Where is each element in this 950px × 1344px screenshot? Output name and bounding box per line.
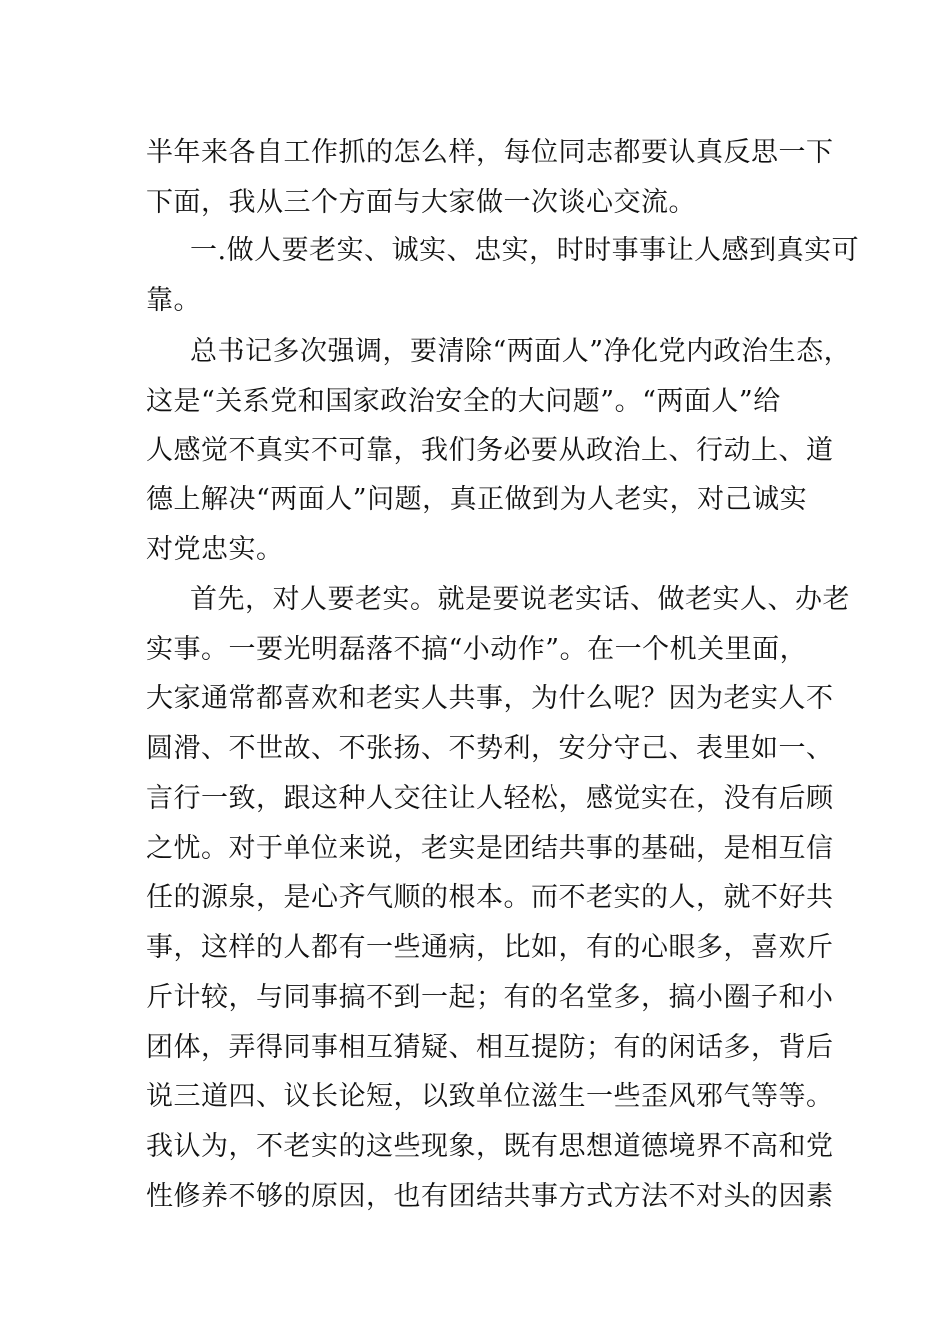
text-line: 德上解决“两面人”问题，真正做到为人老实，对己诚实: [146, 484, 808, 515]
text-line: 对党忠实。: [146, 534, 284, 565]
section-heading-continued: 靠。: [146, 285, 201, 316]
text-line: 总书记多次强调，要清除“两面人”净化党内政治生态，: [190, 336, 852, 367]
text-line: 大家通常都喜欢和老实人共事，为什么呢？因为老实人不: [146, 683, 834, 714]
text-line: 人感觉不真实不可靠，我们务必要从政治上、行动上、道: [146, 435, 834, 466]
text-line: 说三道四、议长论短，以致单位滋生一些歪风邪气等等。: [146, 1081, 834, 1112]
text-line: 之忧。对于单位来说，老实是团结共事的基础，是相互信: [146, 833, 834, 864]
text-line: 我认为，不老实的这些现象，既有思想道德境界不高和党: [146, 1131, 834, 1162]
text-line: 团体，弄得同事相互猜疑、相互提防；有的闲话多，背后: [146, 1032, 834, 1063]
text-line: 事，这样的人都有一些通病，比如，有的心眼多，喜欢斤: [146, 932, 834, 963]
text-line: 半年来各自工作抓的怎么样，每位同志都要认真反思一下: [146, 137, 834, 168]
text-line: 言行一致，跟这种人交往让人轻松，感觉实在，没有后顾: [146, 783, 834, 814]
text-line: 性修养不够的原因，也有团结共事方式方法不对头的因素: [146, 1181, 834, 1212]
text-line: 实事。一要光明磊落不搞“小动作”。在一个机关里面，: [146, 634, 808, 665]
text-line: 首先，对人要老实。就是要说老实话、做老实人、办老: [190, 584, 850, 615]
text-line: 斤计较，与同事搞不到一起；有的名堂多，搞小圈子和小: [146, 982, 834, 1013]
text-line: 圆滑、不世故、不张扬、不势利，安分守己、表里如一、: [146, 733, 834, 764]
text-line: 任的源泉，是心齐气顺的根本。而不老实的人，就不好共: [146, 882, 834, 913]
section-heading: 一.做人要老实、诚实、忠实，时时事事让人感到真实可: [190, 235, 860, 266]
text-line: 下面，我从三个方面与大家做一次谈心交流。: [146, 187, 696, 218]
text-line: 这是“关系党和国家政治安全的大问题”。“两面人”给: [146, 386, 781, 417]
